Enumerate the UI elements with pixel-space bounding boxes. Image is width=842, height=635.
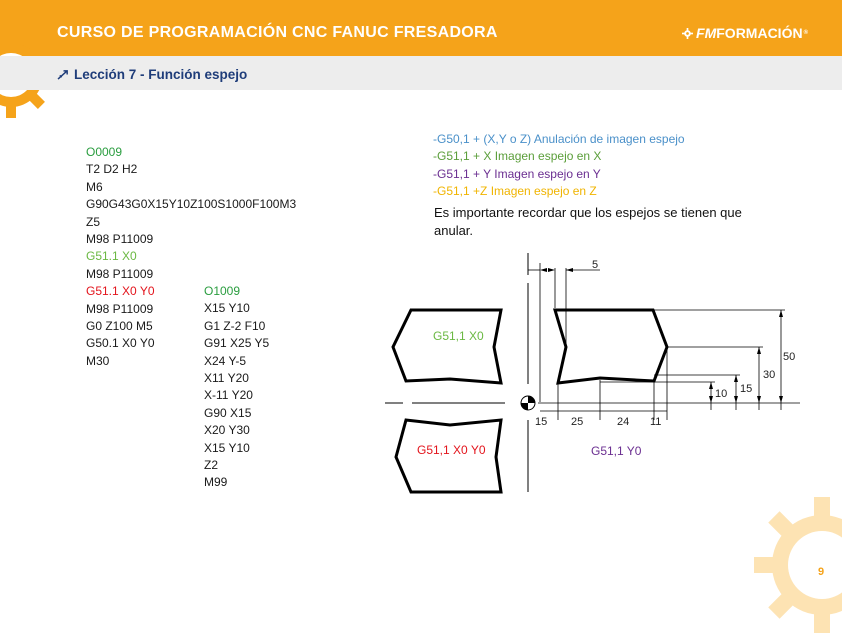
code-line: M98 P11009 [86, 266, 154, 281]
code-line: O1009 [204, 284, 241, 298]
code-line: G91 X25 Y5 [204, 336, 270, 351]
code-line: X24 Y-5 [204, 353, 247, 368]
note-line: -G50,1 + (X,Y o Z) Anulación de imagen espejo [433, 132, 685, 146]
part-mirror-x [393, 310, 501, 383]
dim-x-4: 11 [650, 416, 662, 428]
mirror-notes [433, 131, 685, 201]
code-line: G1 Z-2 F10 [204, 318, 266, 333]
gear-icon [752, 495, 842, 635]
code-line: Z2 [204, 458, 219, 473]
code-line: G0 Z100 M5 [86, 319, 153, 334]
brand-logo [682, 25, 808, 41]
code-line: M30 [86, 353, 110, 368]
dim-x-3: 24 [617, 416, 630, 428]
code-line: G51.1 X0 [86, 249, 137, 264]
code-line: G90G43G0X15Y10Z100S1000F100M3 [86, 197, 297, 212]
remark-text: Es importante recordar que los espejos se tienen que anular. [434, 205, 742, 238]
lesson-heading [57, 67, 247, 82]
code-line: G90 X15 [204, 405, 252, 420]
code-line: Z5 [86, 214, 101, 229]
lesson-title: Lección 7 - Función espejo [74, 67, 248, 82]
label-mirror-xy: G51,1 X0 Y0 [417, 443, 486, 457]
dim-top-label: 5 [592, 259, 599, 271]
code-line: M98 P11009 [86, 232, 154, 247]
dim-y-3: 30 [763, 369, 776, 381]
code-line: M6 [86, 179, 103, 194]
code-line: X15 Y10 [204, 440, 250, 455]
note-line: -G51,1 + Y Imagen espejo en Y [433, 166, 601, 181]
dim-y-4: 50 [783, 351, 796, 363]
pen-arrow-icon [57, 69, 70, 80]
label-mirror-x: G51,1 X0 [433, 329, 484, 343]
code-line: G51.1 X0 Y0 [86, 284, 155, 299]
dim-y-1: 10 [715, 388, 728, 400]
subprogram [204, 283, 269, 492]
code-line: O0009 [86, 145, 123, 159]
brand-fm: FM [696, 25, 717, 41]
code-line: X15 Y10 [204, 301, 250, 316]
brand-registered: ® [803, 30, 808, 36]
gear-icon [682, 28, 693, 39]
code-line: M99 [204, 475, 228, 490]
code-line: X20 Y30 [204, 423, 250, 438]
part-original [555, 310, 667, 383]
dim-x-1: 15 [535, 416, 548, 428]
dim-x-2: 25 [571, 416, 584, 428]
code-line: G50.1 X0 Y0 [86, 336, 155, 351]
brand-formacion: FORMACIÓN [716, 25, 803, 41]
code-line: X-11 Y20 [204, 388, 253, 403]
page-number: 9 [818, 566, 825, 578]
code-line: X11 Y20 [204, 371, 249, 386]
origin-symbol [521, 396, 535, 410]
code-line: T2 D2 H2 [86, 162, 138, 177]
note-line: -G51,1 +Z Imagen espejo en Z [433, 184, 597, 199]
part-mirror-xy [396, 420, 501, 492]
course-title: CURSO DE PROGRAMACIÓN CNC FANUC FRESADORA [57, 24, 498, 41]
label-mirror-y: G51,1 Y0 [591, 444, 642, 458]
dim-y-2: 15 [740, 383, 753, 395]
code-line: M98 P11009 [86, 301, 154, 316]
note-line: -G51,1 + X Imagen espejo en X [433, 149, 602, 164]
